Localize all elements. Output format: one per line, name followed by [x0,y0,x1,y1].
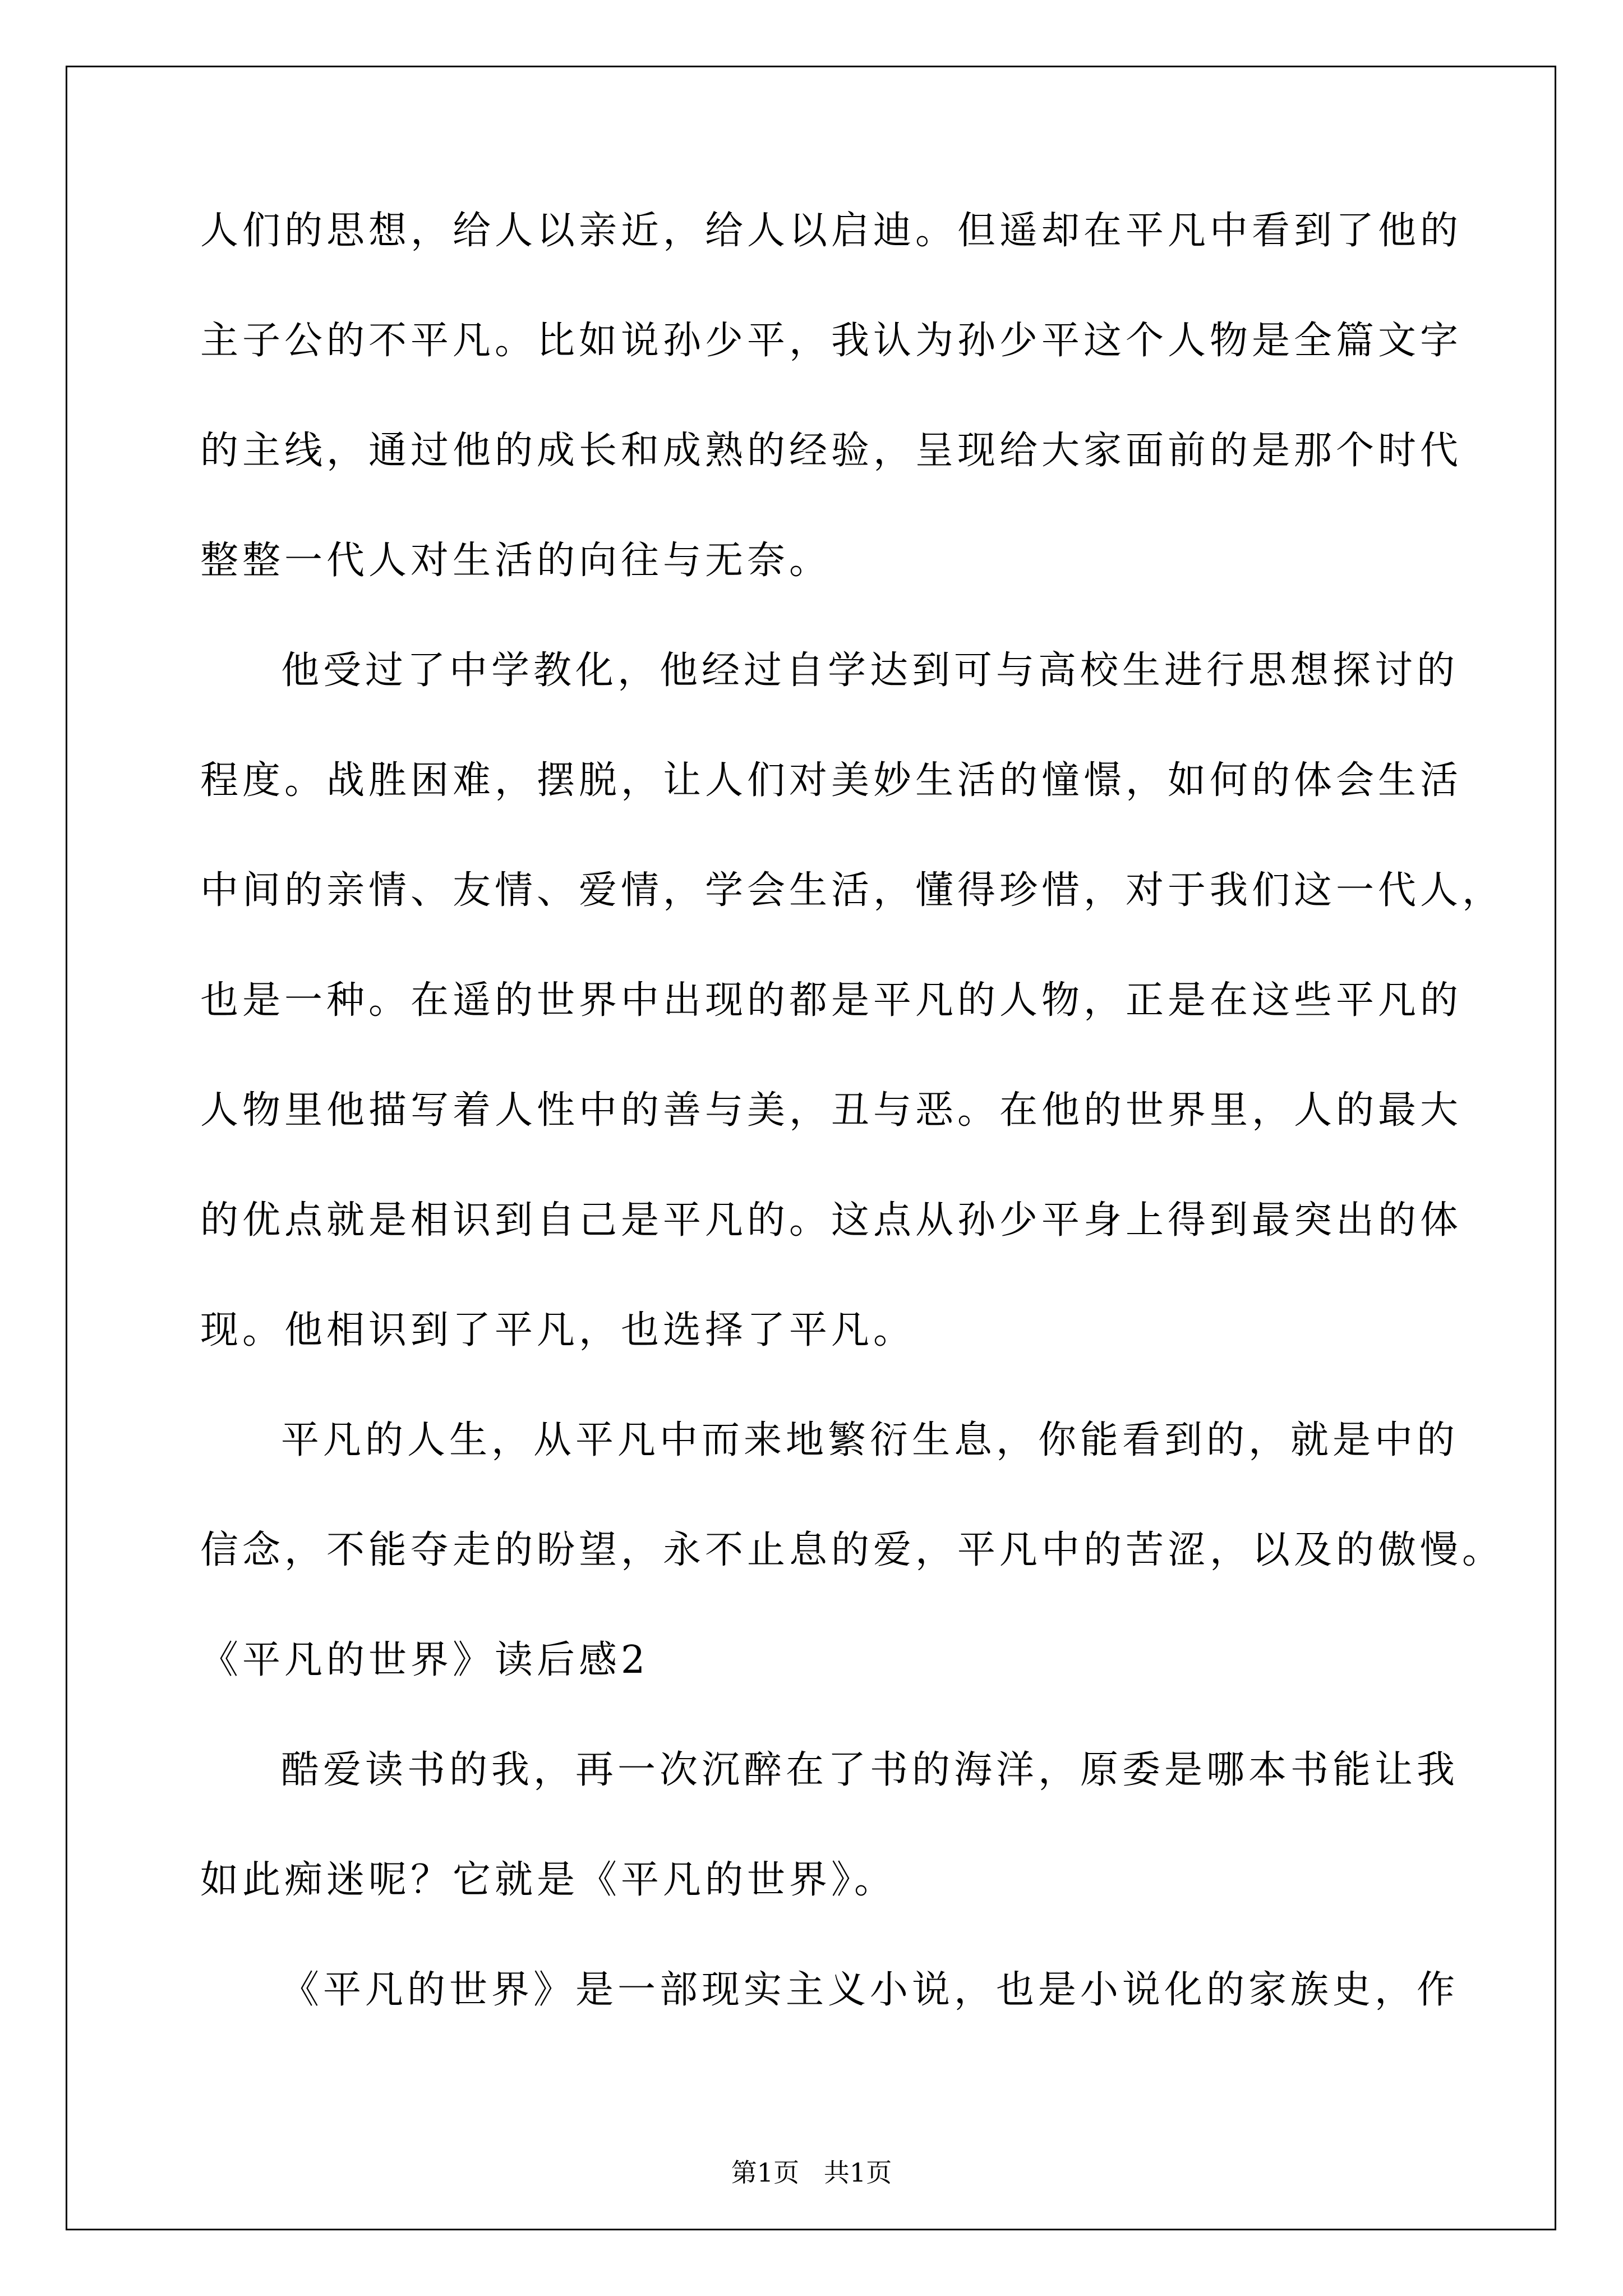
paragraph-start-line: 平凡的人生，从平凡中而来地繁衍生息，你能看到的，就是中的 [281,1418,1459,1462]
body-text-line: 主子公的不平凡。比如说孙少平，我认为孙少平这个人物是全篇文字 [200,319,1463,363]
body-text-line: 中间的亲情、友情、爱情，学会生活，懂得珍惜，对于我们这一代人， [200,868,1505,913]
body-text-line: 信念，不能夺走的盼望，永不止息的爱，平凡中的苦涩，以及的傲慢。 [200,1528,1505,1572]
page-footer: 第1页 共1页 [731,2157,892,2188]
body-text-line: 现。他相识到了平凡，也选择了平凡。 [200,1308,916,1352]
paragraph-start-line: 他受过了中学教化，他经过自学达到可与高校生进行思想探讨的 [281,648,1459,693]
paragraph-start-line: 《平凡的世界》是一部现实主义小说，也是小说化的家族史，作 [281,1968,1459,2012]
body-text-line: 也是一种。在遥的世界中出现的都是平凡的人物，正是在这些平凡的 [200,978,1463,1023]
body-text-line: 的主线，通过他的成长和成熟的经验，呈现给大家面前的是那个时代 [200,429,1463,473]
body-text-line: 程度。战胜困难，摆脱，让人们对美妙生活的憧憬，如何的体会生活 [200,758,1463,803]
body-text-line: 的优点就是相识到自己是平凡的。这点从孙少平身上得到最突出的体 [200,1198,1463,1243]
body-text-line: 人们的思想，给人以亲近，给人以启迪。但遥却在平凡中看到了他的 [200,209,1463,253]
section-heading: 《平凡的世界》读后感2 [200,1638,649,1682]
paragraph-start-line: 酷爱读书的我，再一次沉醉在了书的海洋，原委是哪本书能让我 [281,1748,1459,1792]
body-text-line: 整整一代人对生活的向往与无奈。 [200,539,832,583]
page-border [66,66,1556,2230]
body-text-line: 人物里他描写着人性中的善与美，丑与恶。在他的世界里，人的最大 [200,1088,1463,1133]
body-text-line: 如此痴迷呢？它就是《平凡的世界》。 [200,1858,897,1902]
